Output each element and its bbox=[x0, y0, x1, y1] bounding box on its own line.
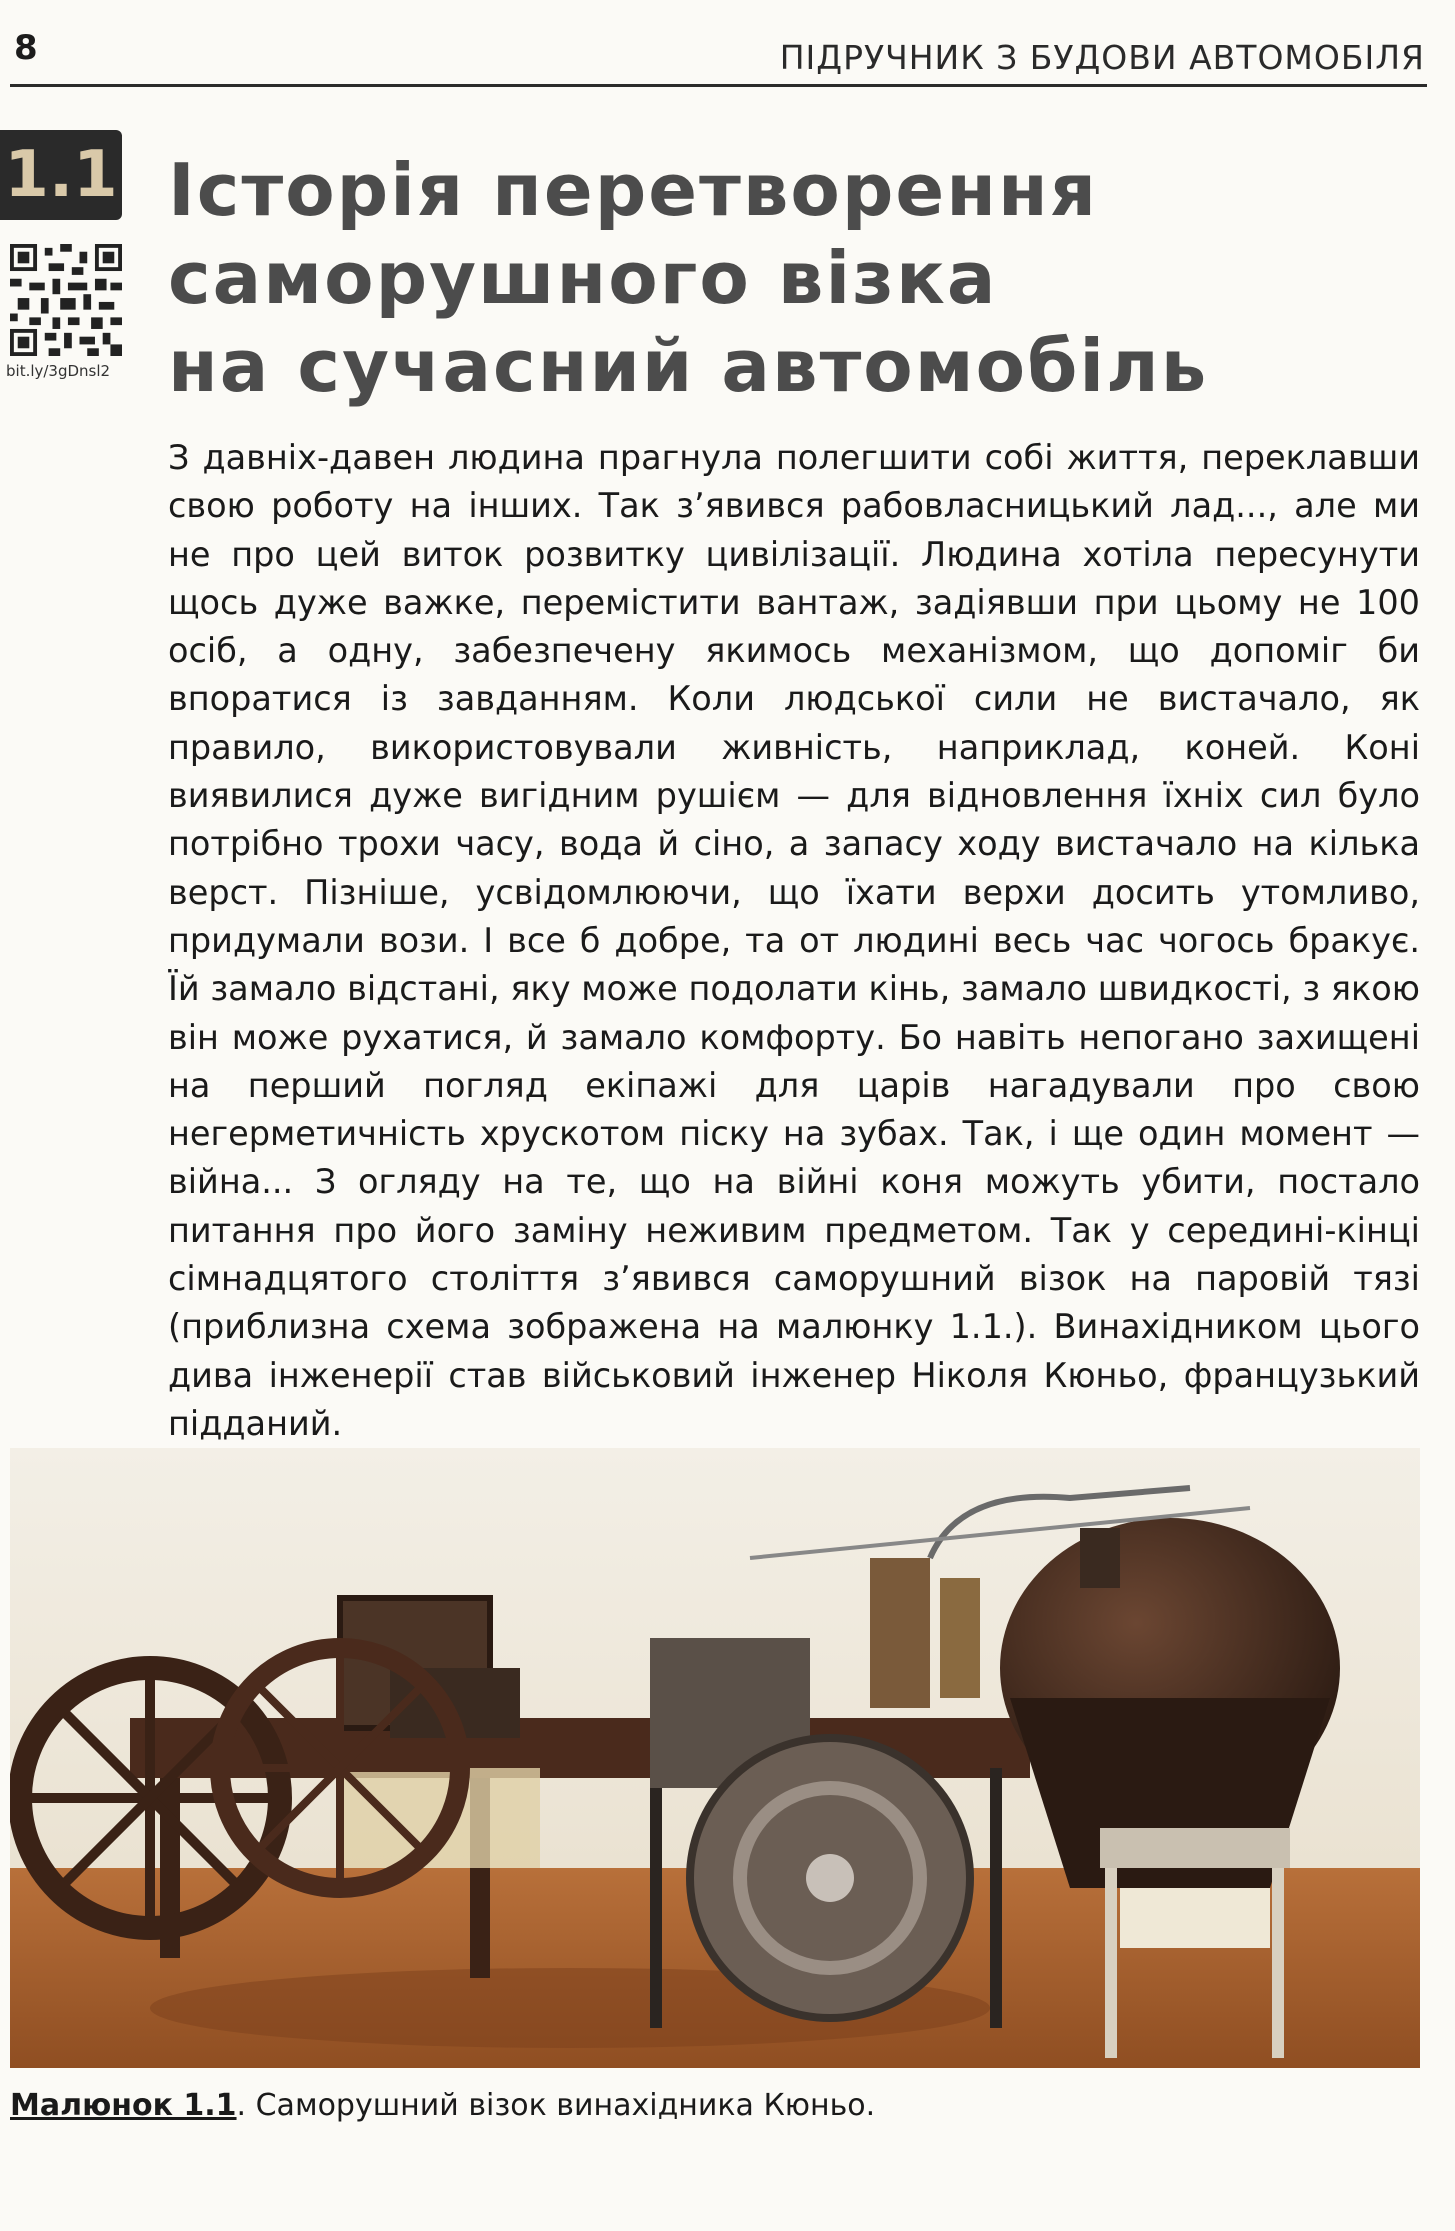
figure-caption-label: Малюнок 1.1 bbox=[10, 2088, 237, 2123]
cugnot-steam-wagon-photo bbox=[10, 1448, 1420, 2068]
qr-caption: bit.ly/3gDnsl2 bbox=[6, 362, 111, 380]
body-paragraph: З давніх-давен людина прагнула полегшити собі життя, переклавши свою роботу на інших. Так з’явився рабовласницький лад..., але ми не про цей виток розвитку цивілізації. Людина хотіла пересунути щось дуже важке, перемістити вантаж, задіявши при цьому не 100 осіб, а одну, забезпечену якимось механізмом, що допоміг би впоратися із завданням. Коли людської сили не вистачало, як правило, використовували живність, наприклад, коней. Коні виявилися дуже вигідним рушієм — для відновлення їхніх сил було потрібно трохи часу, вода й сіно, а запасу ходу вистачало на кілька верст. Пізніше, усвідомлюючи, що їхати верхи досить утомливо, придумали вози. І все б добре, та от людині весь час чогось бракує. Їй замало відстані, яку може подолати кінь, замало швидкості, з якою він може рухатися, й замало комфорту. Бо навіть непогано захищені на перший погляд екіпажі для царів нагадували про свою негерметичність хрускотом піску на зубах. Так, і ще один момент — війна... З огляду на те, що на війні коня можуть убити, постало питання про його заміну неживим предметом. Так у середині-кінці сімнадцятого століття з’явився саморушний візок на паровій тязі (приблизна схема зображена на малюнку 1.1.). Винахідником цього дива інженерії став військовий інженер Ніколя Кюньо, французький підданий. bbox=[168, 438, 1420, 1443]
section-title-line: Історія перетворення bbox=[168, 148, 1098, 232]
figure-caption-separator: . bbox=[236, 2088, 256, 2123]
figure-caption bbox=[10, 2088, 875, 2123]
section-title-line: на сучасний автомобіль bbox=[168, 324, 1209, 408]
figure-caption-text: Саморушний візок винахідника Кюньо. bbox=[255, 2088, 876, 2123]
qr-code-icon[interactable] bbox=[10, 244, 122, 356]
section-title bbox=[168, 146, 1368, 410]
page-number: 8 bbox=[14, 28, 38, 68]
header-rule bbox=[10, 84, 1427, 87]
section-title-line: саморушного візка bbox=[168, 236, 998, 320]
section-number-badge: 1.1 bbox=[0, 130, 122, 220]
running-header: ПІДРУЧНИК З БУДОВИ АВТОМОБІЛЯ bbox=[779, 38, 1425, 77]
